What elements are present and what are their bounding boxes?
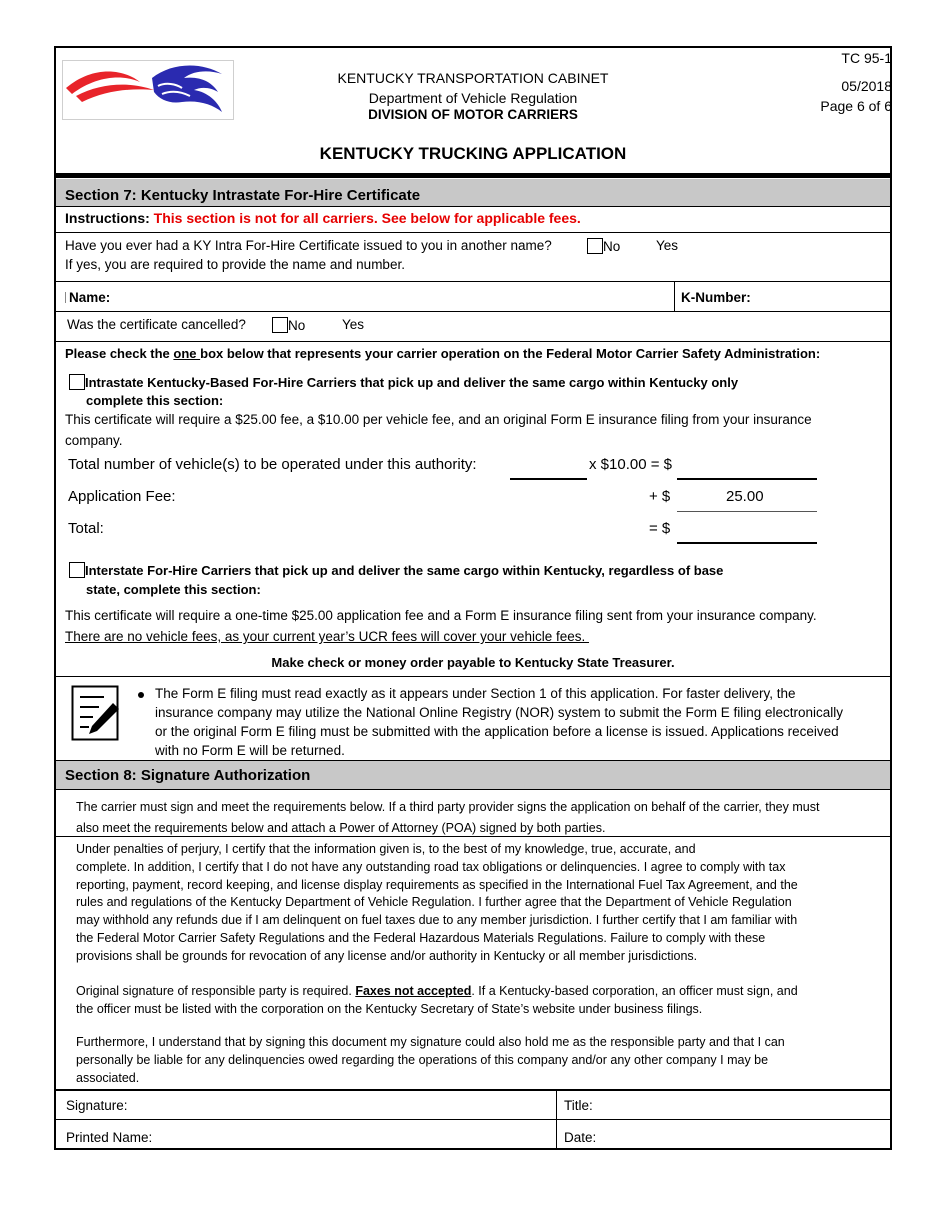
form-page [54,46,892,1150]
form-date: 05/2018 [841,78,892,94]
prior-name-instruction: If yes, you are required to provide the name and number. [65,257,405,272]
form-e-note: The Form E filing must read exactly as it appears under Section 1 of this application. For faster delivery, the insurance company may utilize the National Online Registry (NOR) system to submit the Form E filing electronically or the original Form E filing must be submitted with the application before a license is issued. Applications received with no Form E will be returned. [155,686,844,758]
intrastate-desc-1: This certificate will require a $25.00 fee, a $10.00 per vehicle fee, and an original Form E insurance filing from your insurance [65,412,812,427]
form-title: KENTUCKY TRUCKING APPLICATION [319,144,627,163]
intrastate-subtitle: complete this section: [86,393,224,408]
interstate-desc-2: There are no vehicle fees, as your current year’s UCR fees will cover your vehicle fees. [65,629,589,644]
app-fee-value: 25.00 [726,488,764,505]
section8-title: Section 8: Signature Authorization [65,767,311,784]
interstate-option[interactable] [69,562,723,578]
name-label: Name: [69,290,111,305]
original-signature-statement: Original signature of responsible party is required. Faxes not accepted. If a Kentucky-based corporation, an officer must sign, and the officer must be listed with the corporation on the Kentucky Secretary of State’s website under business filings. [76,984,798,1016]
section7-title: Section 7: Kentucky Intrastate For-Hire Certificate [65,187,421,204]
signature-field[interactable]: Signature: [66,1098,128,1113]
total-amount-field[interactable] [677,542,817,544]
intrastate-title: Intrastate Kentucky-Based For-Hire Carriers that pick up and deliver the same cargo within Kentucky only [85,375,739,390]
payable-note: Make check or money order payable to Kentucky State Treasurer. [271,655,675,670]
perjury-statement: Under penalties of perjury, I certify that the information given is, to the best of my knowledge, true, accurate, and complete. In addition, I certify that I do not have any outstanding road tax obligations or delinquencies. I agree to comply with tax reporting, payment, record keeping, and license display requirements as specified in the International Fuel Tax Agreement, and the rules and regulations of the Kentucky Department of Vehicle Regulation. I further agree that the Department of Vehicle Regulation may withhold any refunds due if I am delinquent on fuel taxes due to any member jurisdiction. I further certify that I am familiar with the Federal Motor Carrier Safety Regulations and the Federal Hazardous Materials Regulations. Failure to comply with these provisions shall be grounds for revocation of any license and/or authority in Kentucky or all member jurisdictions. [76,842,798,963]
liability-statement: Furthermore, I understand that by signing this document my signature could also hold me as the responsible party and that I can personally be liable for any delinquencies owed regarding the operations of this company and/or any other company I may be associated. [76,1035,785,1085]
interstate-desc-1: This certificate will require a one-time $25.00 application fee and a Form E insurance filing sent from your insurance company. [65,608,817,623]
instructions-label: Instructions: [65,210,150,226]
interstate-title: Interstate For-Hire Carriers that pick up and deliver the same cargo within Kentucky, regardless of base [85,563,724,578]
knumber-label[interactable]: K-Number: [681,290,751,305]
signature-requirements: The carrier must sign and meet the requirements below. If a third party provider signs the application on behalf of the carrier, they must also meet the requirements below and attach a Power of Attorney (POA) signed by both parties. [76,800,820,835]
total-sign: = $ [649,520,671,537]
section7-header [56,179,890,206]
title-rule [56,173,890,178]
agency-name: KENTUCKY TRANSPORTATION CABINET [337,70,609,86]
prior-name-no-checkbox[interactable] [587,238,603,254]
prior-name-yes[interactable]: Yes [656,238,679,253]
section8-header [56,761,890,789]
title-field[interactable]: Title: [564,1098,593,1113]
check-one-instruction: Please check the one box below that represents your carrier operation on the Federal Motor Carrier Safety Administration: [65,346,821,361]
section7-instructions [65,210,581,226]
note-pencil-icon [71,685,119,741]
instructions-text: This section is not for all carriers. See below for applicable fees. [153,210,581,226]
faxes-not-accepted: Faxes not accepted [355,984,472,998]
page-number: Page 6 of 6 [820,98,892,114]
app-fee-sign: + $ [649,488,671,505]
total-label: Total: [68,520,104,537]
cancelled-question: Was the certificate cancelled? [67,317,246,332]
prior-name-no[interactable]: No [587,238,620,254]
interstate-subtitle: state, complete this section: [86,582,261,597]
intrastate-option[interactable] [69,374,738,390]
date-field[interactable]: Date: [564,1130,597,1145]
cancelled-no-checkbox[interactable] [272,317,288,333]
bullet [138,692,144,698]
vehicles-count-field[interactable] [510,478,587,480]
vehicles-amount-field[interactable] [677,478,817,480]
prior-name-question: Have you ever had a KY Intra For-Hire Certificate issued to you in another name? [65,238,552,253]
interstate-checkbox[interactable] [69,562,85,578]
department-name: Department of Vehicle Regulation [368,90,578,106]
intrastate-desc-2: company. [65,433,123,448]
division-name: DIVISION OF MOTOR CARRIERS [368,107,578,122]
form-number: TC 95-1 [841,50,892,66]
cancelled-yes[interactable]: Yes [342,317,365,332]
name-field[interactable] [65,290,110,305]
vehicles-label: Total number of vehicle(s) to be operated under this authority: [68,456,477,473]
intrastate-checkbox[interactable] [69,374,85,390]
printed-name-field[interactable]: Printed Name: [66,1130,153,1145]
app-fee-label: Application Fee: [68,488,176,505]
vehicles-calc: x $10.00 = $ [589,456,672,473]
cancelled-no[interactable]: No [272,317,305,333]
